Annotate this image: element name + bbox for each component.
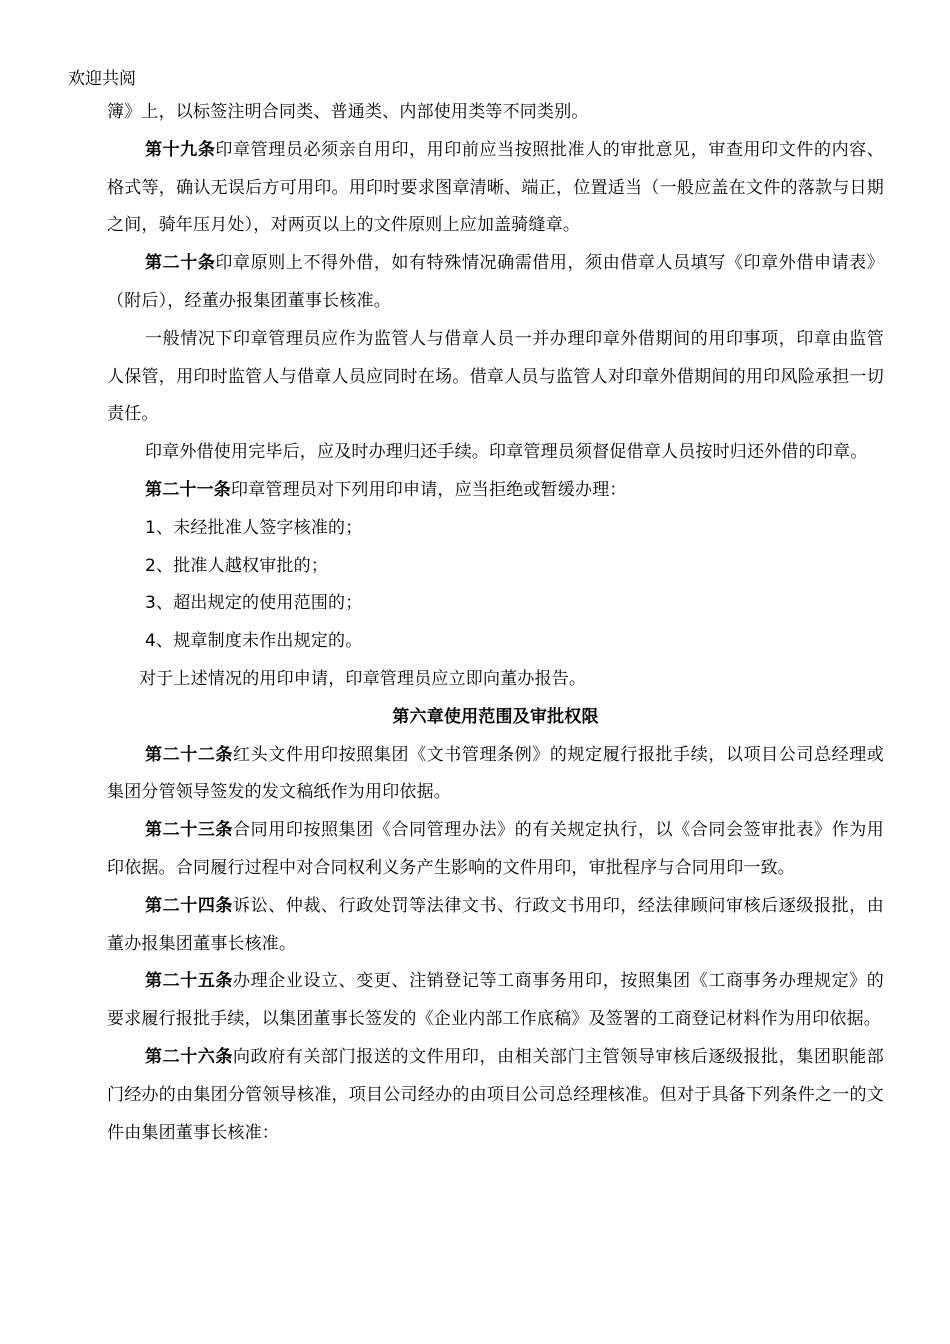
article-text: 向政府有关部门报送的文件用印，由相关部门主管领导审核后逐级报批，集团职能部门经办的由集团分管领导核准，项目公司经办的由项目公司总经理核准。但对于具备下列条件之一的文件由集团董事长核准： <box>107 1046 884 1143</box>
chapter-heading: 第六章使用范围及审批权限 <box>392 706 599 727</box>
article-number: 第二十一条 <box>145 479 231 500</box>
list-item: 2、批准人越权审批的； <box>145 555 329 576</box>
article-number: 第二十五条 <box>145 971 234 992</box>
article-20 <box>107 245 884 321</box>
list-item: 1、未经批准人签字核准的； <box>145 517 363 538</box>
article-23 <box>107 812 884 888</box>
list-item: 4、规章制度未作出规定的。 <box>145 631 363 652</box>
article-text: 办理企业设立、变更、注销登记等工商事务用印，按照集团《工商事务办理规定》的要求履行报批手续，以集团董事长签发的《企业内部工作底稿》及签署的工商登记材料作为用印依据。 <box>107 971 884 1030</box>
article-number: 第二十四条 <box>145 895 234 916</box>
paragraph-seal-return: 印章外借使用完毕后，应及时办理归还手续。印章管理员须督促借章人员按时归还外借的印章。 <box>145 442 868 463</box>
article-19 <box>107 132 884 245</box>
article-21 <box>107 472 884 510</box>
watermark-text: 欢迎共阅 <box>68 69 136 89</box>
paragraph-report-summary: 对于上述情况的用印申请，印章管理员应立即向董办报告。 <box>139 668 587 689</box>
article-text: 印章管理员对下列用印申请，应当拒绝或暂缓办理： <box>231 479 627 500</box>
paragraph-seal-lending-supervision: 一般情况下印章管理员应作为监管人与借章人员一并办理印章外借期间的用印事项，印章由监管人保管，用印时监管人与借章人员应同时在场。借章人员与监管人对印章外借期间的用印风险承担一切责任。 <box>107 328 884 425</box>
article-number: 第二十二条 <box>145 744 234 765</box>
list-item: 3、超出规定的使用范围的； <box>145 593 363 614</box>
article-text: 印章管理员必须亲自用印，用印前应当按照批准人的审批意见，审查用印文件的内容、格式等，确认无误后方可用印。用印时要求图章清晰、端正，位置适当（一般应盖在文件的落款与日期之间，骑年压月处），对两页以上的文件原则上应加盖骑缝章。 <box>107 139 884 236</box>
article-number: 第十九条 <box>145 139 216 160</box>
article-number: 第二十三条 <box>145 820 234 841</box>
paragraph-continuation: 簿》上，以标签注明合同类、普通类、内部使用类等不同类别。 <box>107 102 589 122</box>
article-text: 印章原则上不得外借，如有特殊情况确需借用，须由借章人员填写《印章外借申请表》（附后），经董办报集团董事长核准。 <box>107 253 884 311</box>
article-26 <box>107 1039 884 1152</box>
article-25 <box>107 963 884 1039</box>
article-24 <box>107 888 884 964</box>
document-body <box>107 94 884 1152</box>
article-text: 诉讼、仲裁、行政处罚等法律文书、行政文书用印，经法律顾问审核后逐级报批，由董办报集团董事长核准。 <box>107 895 884 954</box>
article-text: 红头文件用印按照集团《文书管理条例》的规定履行报批手续，以项目公司总经理或集团分管领导签发的发文稿纸作为用印依据。 <box>107 744 884 803</box>
article-22 <box>107 737 884 813</box>
article-text: 合同用印按照集团《合同管理办法》的有关规定执行，以《合同会签审批表》作为用印依据。合同履行过程中对合同权利义务产生影响的文件用印，审批程序与合同用印一致。 <box>107 820 884 878</box>
article-number: 第二十条 <box>145 253 216 274</box>
article-number: 第二十六条 <box>145 1046 234 1067</box>
